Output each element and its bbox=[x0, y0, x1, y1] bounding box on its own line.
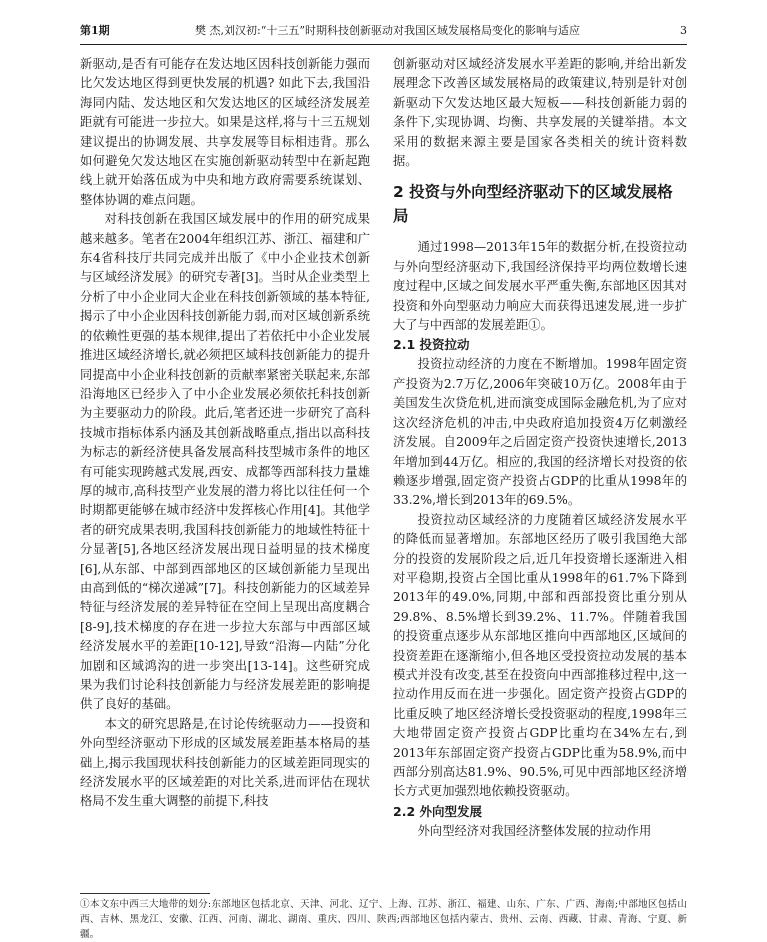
left-column bbox=[80, 55, 370, 812]
footnote: ①本文东中西三大地带的划分:东部地区包括北京、天津、河北、辽宁、上海、江苏、浙江、福建、山东、广东、广西、海南;中部地区包括山西、吉林、黑龙江、安徽、江西、河南、湖北、湖南、重庆、四川、陕西;西部地区包括内蒙古、贵州、云南、西藏、甘肃、青海、宁夏、新疆。 bbox=[80, 899, 687, 940]
paragraph: 外向型经济对我国经济整体发展的拉动作用 bbox=[417, 823, 652, 838]
paragraph: 通过1998—2013年15年的数据分析,在投资拉动与外向型经济驱动下,我国经济保持平均两位数增长速度过程中,区域之间发展水平严重失衡,东部地区因其对投资和外向型驱动力响应大而获得迅速发展,进一步扩大了与中西部的发展差距①。 bbox=[393, 240, 687, 333]
page-number: 3 bbox=[680, 24, 687, 37]
paragraph: 对科技创新在我国区域发展中的作用的研究成果越来越多。笔者在2004年组织江苏、浙江、福建和广东4省科技厅共同完成并出版了《中小企业技术创新与区域经济发展》的研究专著[3]。当时从企业类型上分析了中小企业同大企业在科技创新领域的基本特征,揭示了中小企业因科技创新能力弱,而对区域创新系统的依赖性更强的基本规律,提出了若依托中小企业发展推进区域经济增长,就必须把区域科技创新能力的提升同提高中小企业科技创新的贡献率紧密关联起来,东部沿海地区已经步入了中小企业发展必须依托科技创新为主要驱动力的阶段。此后,笔者还进一步研究了高科技城市指标体系内涵及其创新战略重点,指出以高科技为标志的新经济使具备发展高科技型城市条件的地区有可能实现跨越式发展,西安、成都等西部科技力量雄厚的城市,高科技型产业发展的潜力将比以往任何一个时期都更能够在城市经济中发挥核心作用[4]。其他学者的研究成果表明,我国科技创新能力的地域性特征十分显著[5],各地区经济发展出现日益明显的技术梯度[6],从东部、中部到西部地区的区域创新能力呈现出由高到低的“梯次递减”[7]。科技创新能力的区域差异特征与经济发展的差异特征在空间上呈现出高度耦合[8-9],技术梯度的存在进一步拉大东部与中西部区域经济发展水平的差距[10-12],导致“沿海—内陆”分化加剧和区域鸿沟的进一步突出[13-14]。这些研究成果为我们讨论科技创新能力与经济发展差距的影响提供了良好的基础。 bbox=[80, 212, 370, 712]
journal-issue: 第1期 bbox=[80, 24, 110, 37]
subsection-heading: 2.2 外向型发展 bbox=[393, 803, 482, 819]
paragraph: 新驱动,是否有可能存在发达地区因科技创新能力强而比欠发达地区得到更快发展的机遇? 如此下去,我国沿海同内陆、发达地区和欠发达地区的区域经济发展差距就有可能进一步拉大。如果是这样,将与十三五规划建议提出的协调发展、共享发展等目标相违背。那么如何避免欠发达地区在实施创新驱动转型中在新起跑线上就开始落伍成为中央和地方政府需要系统谋划、整体协调的难点问题。 bbox=[80, 57, 370, 207]
right-column bbox=[393, 55, 687, 841]
running-header bbox=[80, 20, 687, 42]
subsection-heading: 2.1 投资拉动 bbox=[393, 337, 470, 353]
paragraph: 本文的研究思路是,在讨论传统驱动力——投资和外向型经济驱动下形成的区域发展差距基本格局的基础上,揭示我国现状科技创新能力的区域差距同现实的经济发展水平的区域差距的对比关系,进而评估在现状格局不发生重大调整的前提下,科技 bbox=[80, 716, 370, 809]
paragraph: 投资拉动区域经济的力度随着区域经济发展水平的降低而显著增加。东部地区经历了吸引我国绝大部分的投资的发展阶段之后,近几年投资增长逐渐进入相对平稳期,投资占全国比重从1998年的61.7%下降到2013年的49.0%,同期,中部和西部投资比重分别从29.8%、8.5%增长到39.2%、11.7%。伴随着我国的投资重点逐步从东部地区推向中西部地区,区域间的投资差距在逐渐缩小,但各地区受投资拉动发展的基本模式并没有改变,甚至在投资向中西部推移过程中,这一拉动作用反而在进一步强化。固定资产投资占GDP的比重反映了地区经济增长受投资驱动的程度,1998年三大地带固定资产投资占GDP比重均在34%左右,到2013年东部固定资产投资占GDP比重为58.9%,而中西部分别高达81.9%、90.5%,可见中西部地区经济增长方式更加强烈地依赖投资驱动。 bbox=[393, 512, 687, 799]
footnote-rule bbox=[80, 893, 210, 894]
paragraph: 投资拉动经济的力度在不断增加。1998年固定资产投资为2.7万亿,2006年突破10万亿。2008年由于美国发生次贷危机,进而演变成国际金融危机,为了应对这次经济危机的冲击,中央政府追加投资4万亿刺激经济发展。自2009年之后固定资产投资快速增长,2013年增加到44万亿。相应的,我国的经济增长对投资的依赖逐步增强,固定资产投资占GDP的比重从1998年的33.2%,增长到2013年的69.5%。 bbox=[393, 357, 687, 508]
section-heading: 2 投资与外向型经济驱动下的区域发展格局 bbox=[393, 183, 673, 226]
paragraph: 创新驱动对区域经济发展水平差距的影响,并给出新发展理念下改善区域发展格局的政策建议,特别是针对创新驱动下欠发达地区最大短板——科技创新能力弱的条件下,实现协调、均衡、共享发展的关键举措。本文采用的数据来源主要是国家各类相关的统计资料数据。 bbox=[393, 57, 687, 169]
running-title: 樊 杰,刘汉初:“十三五”时期科技创新驱动对我国区域发展格局变化的影响与适应 bbox=[195, 24, 580, 37]
header-rule bbox=[80, 44, 687, 45]
